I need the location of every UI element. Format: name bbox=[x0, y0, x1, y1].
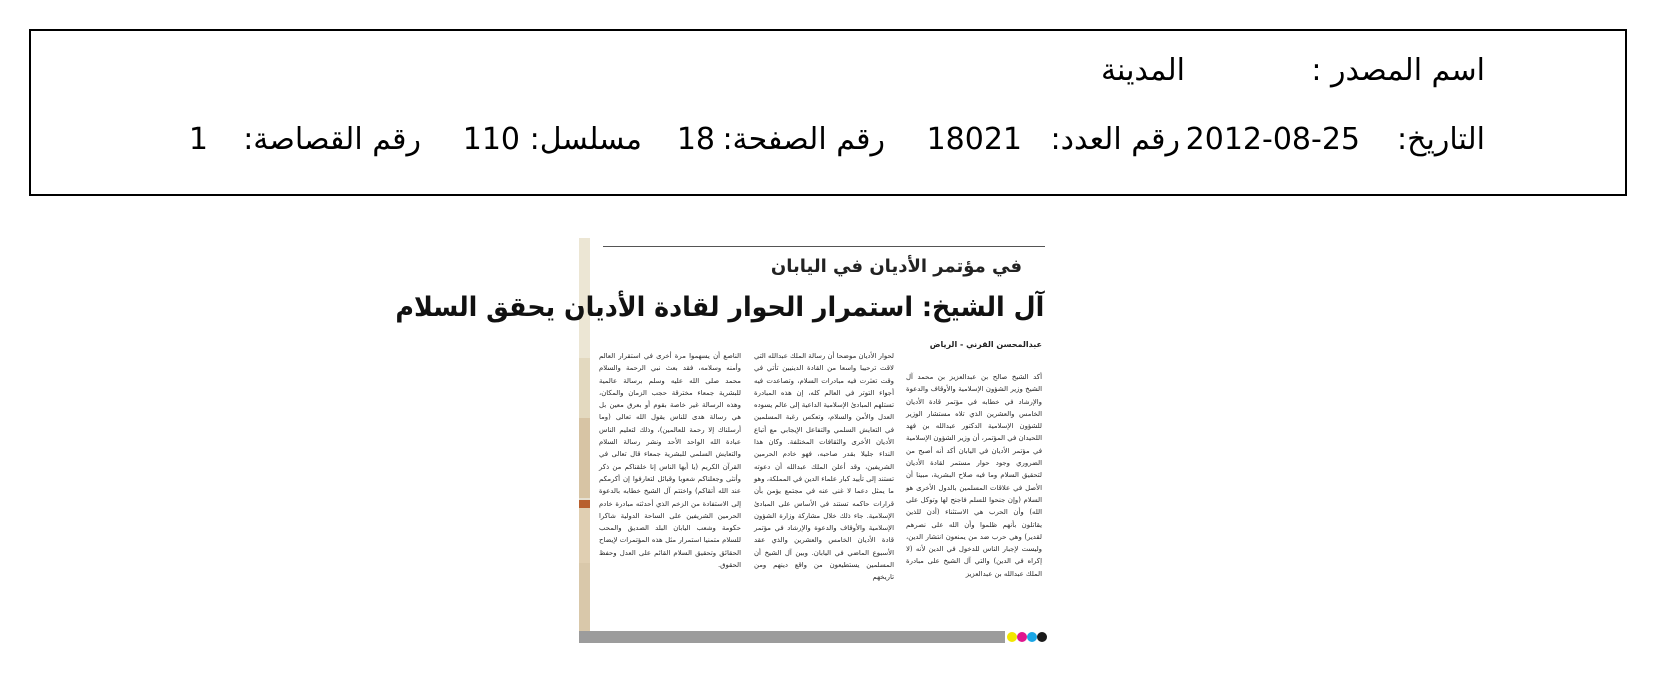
page-label: رقم الصفحة: bbox=[722, 122, 885, 157]
source-label: اسم المصدر : bbox=[1311, 53, 1485, 88]
issue-value: 18021 bbox=[926, 122, 1022, 157]
clipping-bottom-bar bbox=[579, 631, 1005, 643]
article-column-2: لحوار الأديان موضحا أن رسالة الملك عبدالله التي لاقت ترحيبا واسعا من القادة الدينيين تأتي في وقت تعثرت فيه مبادرات السلام، وتصاعدت فيه أجواء التوتر في العالم كله، إن هذه المبادرة تستلهم المبادئ الإسلامية الداعية إلى عالم يسوده العدل والأمن والسلام، وتعكس رغبة المسلمين في التعايش السلمي والتفاعل الإيجابي مع أتباع الأديان الأخرى والثقافات المختلفة. وكان هذا النداء جليلا بقدر صاحبه، فهو خادم الحرمين الشريفين، وقد أعلن الملك عبدالله أن دعوته تستند إلى تأييد كبار علماء الدين في المملكة، وهو ما يمثل دعما لا غنى عنه في مجتمع يؤمن بأن قرارات حاكمه تستند في الأساس على المبادئ الإسلامية. جاء ذلك خلال مشاركة وزارة الشؤون الإسلامية والأوقاف والدعوة والإرشاد في مؤتمر قادة الأديان الخامس والعشرين والذي عقد الأسبوع الماضي في اليابان. وبين آل الشيخ أن المسلمين يستطيعون من واقع دينهم ومن تاريخهم bbox=[753, 352, 894, 582]
clip-number-label: رقم القصاصة: bbox=[243, 122, 421, 157]
article-column-1: أكد الشيخ صالح بن عبدالعزيز بن محمد آل الشيخ وزير الشؤون الإسلامية والأوقاف والدعوة والإرشاد في خطابه في مؤتمر قادة الأديان الخامس والعشرين الذي تلاه مستشار الوزير للشؤون الإسلامية الدكتور عبدالله بن فهد اللحيدان في المؤتمر، أن وزير الشؤون الإسلامية في مؤتمر الأديان في اليابان أكد أنه أصبح من الضروري وجود حوار مستمر لقادة الأديان لتحقيق السلام وما فيه صلاح البشرية، مبينا أن الأصل في علاقات المسلمين بالدول الأخرى هو السلام (وإن جنحوا للسلم فاجنح لها وتوكل على الله) وأن الحرب هي الاستثناء (أذن للذين يقاتلون بأنهم ظلموا وأن الله على نصرهم لقدير) وهي حرب ضد من يمنعون انتشار الدين، وليست لإجبار الناس للدخول في الدين لأنه (لا إكراه في الدين) والتي آل الشيخ على مبادرة الملك عبدالله بن عبدالعزيز bbox=[906, 373, 1042, 578]
clipping-top-rule bbox=[603, 246, 1045, 247]
issue-label: رقم العدد: bbox=[1050, 122, 1180, 157]
serial-label: مسلسل: bbox=[529, 122, 642, 157]
article-column-3: الناصع أن يسهموا مرة أخرى في استقرار العالم وأمنه وسلامه، فقد بعث نبي الرحمة والسلام محمد صلى الله عليه وسلم برسالة عالمية للبشرية جمعاء مخترقة حجب الزمان والمكان، وهذه الرسالة غير خاصة بقوم أو بعرق معين بل هي رسالة هدى للناس يقول الله تعالى (وما أرسلناك إلا رحمة للعالمين)، وذلك لتعليم الناس عبادة الله الواحد الأحد ونشر رسالة السلام والتعايش السلمي للبشرية جمعاء قال تعالى في القرآن الكريم (يا أيها الناس إنا خلقناكم من ذكر وأنثى وجعلناكم شعوبا وقبائل لتعارفوا إن أكرمكم عند الله أتقاكم) واختتم آل الشيخ خطابه بالدعوة إلى الاستفادة من الزخم الذي أحدثته مبادرة خادم الحرمين الشريفين على الساحة الدولية شاكرا حكومة وشعب اليابان البلد الصديق والمحب للسلام متمنيا استمرار مثل هذه المؤتمرات لإيضاح الحقائق وتحقيق السلام القائم على العدل وحفظ الحقوق. bbox=[599, 352, 741, 570]
source-value: المدينة bbox=[1100, 53, 1185, 88]
registration-mark-yellow bbox=[1007, 632, 1017, 642]
article-byline: عبدالمحسن القرني - الرياض bbox=[929, 340, 1042, 349]
serial-value: 110 bbox=[462, 122, 520, 157]
newspaper-clipping bbox=[395, 238, 1054, 643]
page-value: 18 bbox=[676, 122, 715, 157]
registration-mark-black bbox=[1037, 632, 1047, 642]
clip-number-value: 1 bbox=[188, 122, 208, 157]
date-value: 2012-08-25 bbox=[1185, 122, 1360, 157]
date-label: التاريخ: bbox=[1397, 122, 1485, 157]
registration-mark-magenta bbox=[1017, 632, 1027, 642]
article-headline: آل الشيخ: استمرار الحوار لقادة الأديان يحقق السلام bbox=[395, 292, 1044, 323]
document-header-box bbox=[29, 29, 1627, 196]
registration-mark-cyan bbox=[1027, 632, 1037, 642]
article-kicker: في مؤتمر الأديان في اليابان bbox=[770, 256, 1022, 277]
